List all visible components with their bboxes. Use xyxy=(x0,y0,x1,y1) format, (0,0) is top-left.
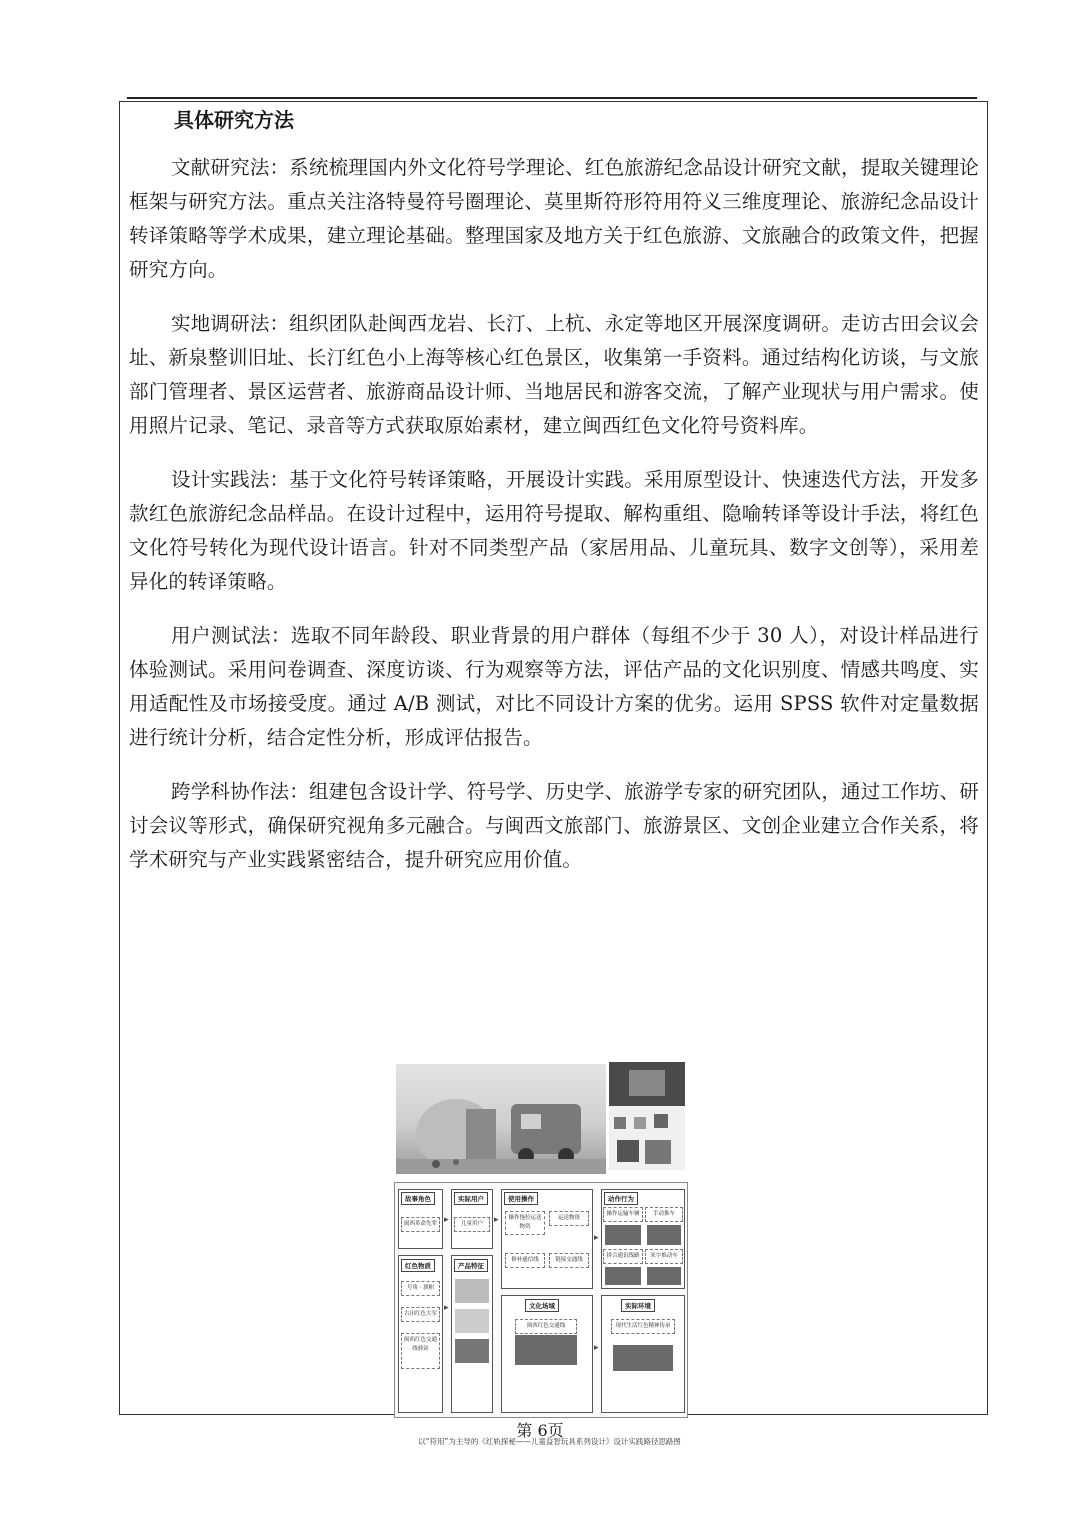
item-act-2: 手动推车 xyxy=(645,1207,683,1222)
figure-caption: 以“符用”为主导的《红轨探秘——儿童益智玩具系列设计》设计实践路径思路图 xyxy=(418,1437,681,1446)
flow-diagram xyxy=(394,1182,688,1418)
item-act-4: 米字推动车 xyxy=(645,1249,683,1264)
product-inset xyxy=(609,1062,685,1170)
item-red-1: 号角 · 旗帜 xyxy=(401,1281,440,1296)
context-image xyxy=(515,1335,577,1365)
paragraph-collaboration: 跨学科协作法：组建包含设计学、符号学、历史学、旅游学专家的研究团队，通过工作坊、研讨会议等形式，确保研究视角多元融合。与闽西文旅部门、旅游景区、文创企业建立合作关系，将学术研究与产业实践紧密结合，提升研究应用价值。 xyxy=(129,780,979,871)
paragraph-user-testing: 用户测试法：选取不同年龄段、职业背景的用户群体（每组不少于 30 人），对设计样品进行体验测试。采用问卷调查、深度访谈、行为观察等方法，评估产品的文化识别度、情感共鸣度、实用适配性及市场接受度。通过 A/B 测试，对比不同设计方案的优劣。运用 SPSS 软件对定量数据进行统计分析，结合定性分析，形成评估报告。 xyxy=(129,624,979,749)
paragraph-literature: 文献研究法：系统梳理国内外文化符号学理论、红色旅游纪念品设计研究文献，提取关键理论框架与研究方法。重点关注洛特曼符号圈理论、莫里斯符形符用符义三维度理论、旅游纪念品设计转译策略等学术成果，建立理论基础。整理国家及地方关于红色旅游、文旅融合的政策文件，把握研究方向。 xyxy=(129,156,979,281)
content-area xyxy=(129,103,979,897)
feature-image-3 xyxy=(455,1339,489,1363)
item-env: 现代生活红色精神传承 xyxy=(611,1319,675,1334)
label-red-items: 红色物质 xyxy=(401,1259,435,1272)
label-usage: 使用操作 xyxy=(504,1192,538,1205)
arrow-icon: ▸ xyxy=(444,1303,449,1313)
arrow-icon: ▸ xyxy=(594,1343,599,1353)
item-role: 闽西革命先辈 xyxy=(401,1217,440,1232)
label-cultural-context: 文化场域 xyxy=(525,1299,559,1312)
item-act-3: 拼合通讯线路 xyxy=(603,1249,643,1264)
item-use-4: 链接交通线 xyxy=(549,1253,589,1268)
feature-image-1 xyxy=(455,1279,489,1303)
top-rule xyxy=(127,97,977,99)
toy-illustration xyxy=(396,1064,606,1174)
design-path-figure xyxy=(394,1060,688,1430)
act-image-2 xyxy=(647,1225,681,1245)
item-red-2: 古田红色大军 xyxy=(401,1307,440,1322)
act-image-4 xyxy=(647,1267,681,1285)
item-context: 闽西红色交通线 xyxy=(515,1319,577,1334)
label-product-feature: 产品特征 xyxy=(454,1259,488,1272)
act-image-1 xyxy=(605,1225,641,1245)
page-number: 第 6页 xyxy=(516,1421,564,1440)
product-photo xyxy=(396,1064,606,1174)
label-action: 动作行为 xyxy=(604,1192,638,1205)
arrow-icon: ▸ xyxy=(444,1215,449,1225)
item-act-1: 操作运输车辆 xyxy=(603,1207,643,1222)
label-story-role: 故事角色 xyxy=(401,1192,435,1205)
item-user: 儿童用户 xyxy=(454,1217,490,1232)
item-use-2: 运送物资 xyxy=(549,1211,589,1226)
arrow-icon: ▸ xyxy=(594,1233,599,1243)
inset-drawings xyxy=(609,1062,685,1170)
label-actual-user: 实际用户 xyxy=(454,1192,488,1205)
label-real-env: 实际环境 xyxy=(621,1299,655,1312)
paragraph-design-practice: 设计实践法：基于文化符号转译策略，开展设计实践。采用原型设计、快速迭代方法，开发多款红色旅游纪念品样品。在设计过程中，运用符号提取、解构重组、隐喻转译等设计手法，将红色文化符号转化为现代设计语言。针对不同类型产品（家居用品、儿童玩具、数字文创等），采用差异化的转译策略。 xyxy=(129,468,979,593)
item-use-1: 操作拖拉运送物资 xyxy=(505,1211,545,1235)
feature-image-2 xyxy=(455,1309,489,1333)
item-use-3: 修补通信线 xyxy=(505,1253,545,1268)
env-image xyxy=(613,1345,673,1371)
section-heading: 具体研究方法 xyxy=(174,108,294,132)
arrow-icon: ▸ xyxy=(494,1215,499,1225)
paragraph-fieldwork: 实地调研法：组织团队赴闽西龙岩、长汀、上杭、永定等地区开展深度调研。走访古田会议会址、新泉整训旧址、长汀红色小上海等核心红色景区，收集第一手资料。通过结构化访谈，与文旅部门管理者、景区运营者、旅游商品设计师、当地居民和游客交流，了解产业现状与用户需求。使用照片记录、笔记、录音等方式获取原始素材，建立闽西红色文化符号资料库。 xyxy=(129,312,979,437)
item-red-3: 闽西红色交通线驿站 xyxy=(401,1333,440,1369)
act-image-3 xyxy=(605,1267,641,1285)
